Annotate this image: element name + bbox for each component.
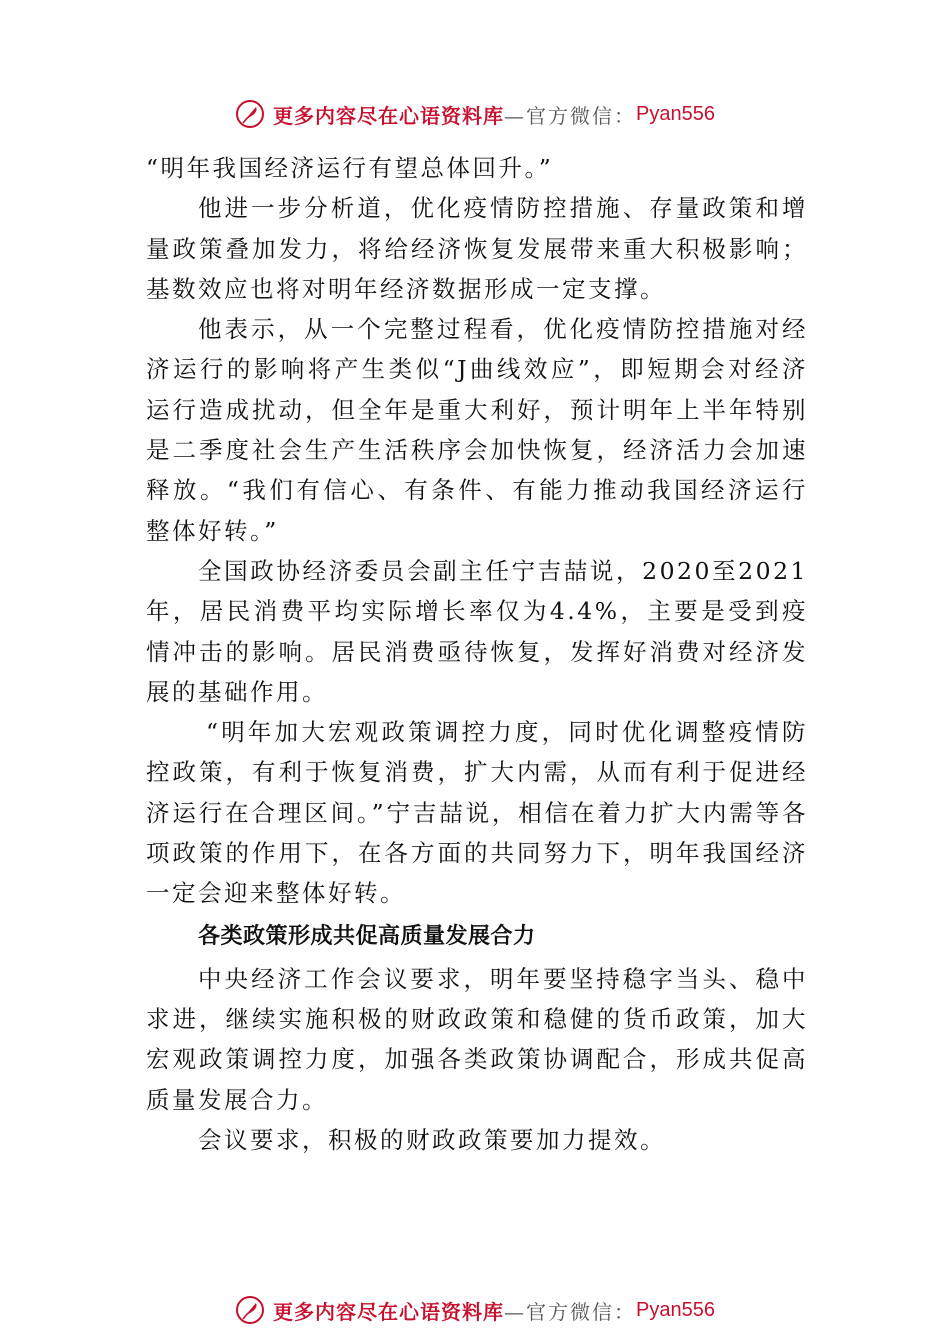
- watermark-wechat-id: Pyan556: [636, 102, 715, 125]
- paragraph-policy-quote: “明年加大宏观政策调控力度，同时优化调整疫情防控政策，有利于恢复消费，扩大内需，从而有利于促进经济运行在合理区间。”宁吉喆说，相信在着力扩大内需等各项政策的作用下，在各方面的共同努力下，明年我国经济一定会迎来整体好转。: [146, 718, 808, 908]
- watermark-wechat-id: Pyan556: [636, 1298, 715, 1321]
- feather-pen-logo-icon: [235, 99, 265, 129]
- paragraph-quote-recovery: “明年我国经济运行有望总体回升。”: [146, 154, 554, 182]
- paragraph-consumption: 全国政协经济委员会副主任宁吉喆说，2020至2021年，居民消费平均实际增长率仅为4.4%，主要是受到疫情冲击的影响。居民消费亟待恢复，发挥好消费对经济发展的基础作用。: [146, 556, 808, 706]
- watermark-wechat-label: —官方微信：: [504, 1299, 637, 1324]
- paragraph-analysis: 他进一步分析道，优化疫情防控措施、存量政策和增量政策叠加发力，将给经济恢复发展带来重大积极影响；基数效应也将对明年经济数据形成一定支撑。: [146, 194, 808, 303]
- watermark-library-text: 更多内容尽在心语资料库: [273, 103, 505, 128]
- footer-watermark: [0, 1290, 950, 1330]
- watermark-library-text: 更多内容尽在心语资料库: [273, 1299, 505, 1324]
- paragraph-j-curve: 他表示，从一个完整过程看，优化疫情防控措施对经济运行的影响将产生类似“J曲线效应”，即短期会对经济运行造成扰动，但全年是重大利好，预计明年上半年特别是二季度社会生产生活秩序会加快恢复，经济活力会加速释放。“我们有信心、有条件、有能力推动我国经济运行整体好转。”: [146, 315, 808, 545]
- article-body: [146, 148, 808, 1160]
- paragraph-fiscal-policy: 会议要求，积极的财政政策要加力提效。: [198, 1125, 666, 1154]
- feather-pen-logo-icon: [235, 1295, 265, 1325]
- header-watermark: [0, 94, 950, 134]
- watermark-wechat-label: —官方微信：: [504, 103, 637, 128]
- section-heading: 各类政策形成共促高质量发展合力: [198, 923, 536, 949]
- paragraph-work-conference: 中央经济工作会议要求，明年要坚持稳字当头、稳中求进，继续实施积极的财政政策和稳健的货币政策，加大宏观政策调控力度，加强各类政策协调配合，形成共促高质量发展合力。: [146, 964, 808, 1114]
